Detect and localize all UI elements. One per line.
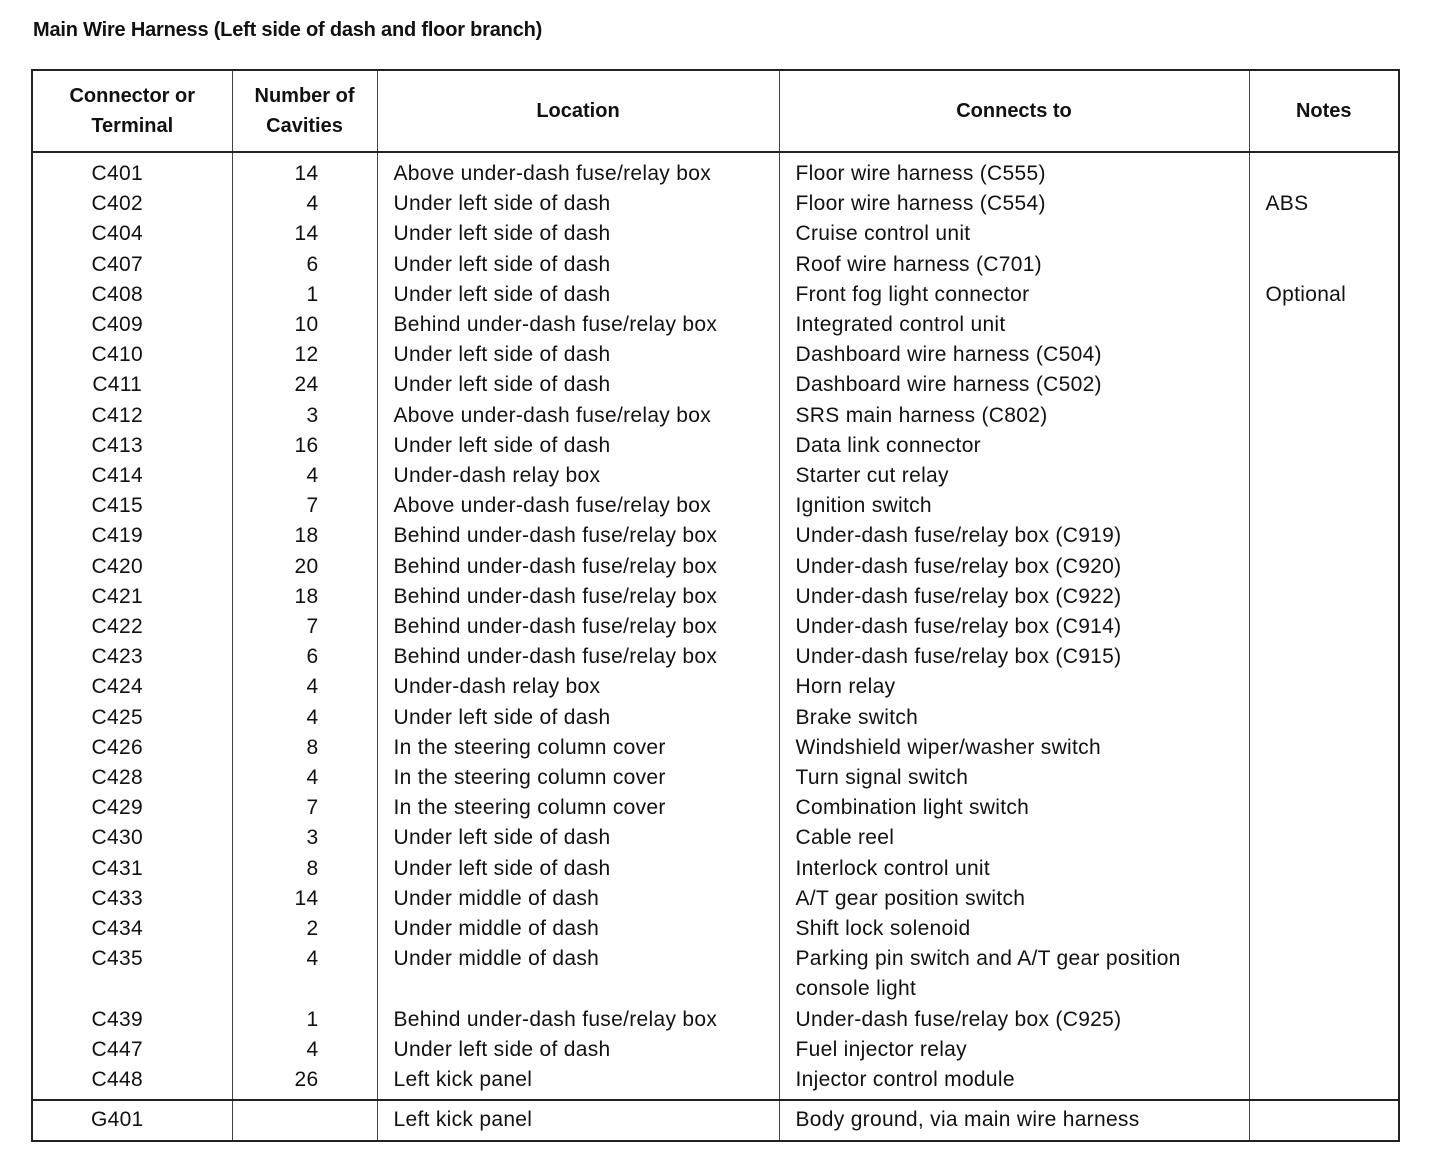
cell-connects-to: Under-dash fuse/relay box (C919) — [779, 521, 1249, 551]
table-row — [32, 370, 1399, 400]
cell-notes — [1249, 552, 1399, 582]
table-row — [32, 884, 1399, 914]
table-row — [32, 431, 1399, 461]
cell-cavities: 4 — [232, 189, 377, 219]
table-row — [32, 189, 1399, 219]
cell-connects-to: Parking pin switch and A/T gear position console light — [779, 944, 1249, 1004]
cell-location: Behind under-dash fuse/relay box — [377, 642, 779, 672]
cell-location: Under-dash relay box — [377, 461, 779, 491]
cell-connects-to: Windshield wiper/washer switch — [779, 733, 1249, 763]
cell-notes — [1249, 340, 1399, 370]
cell-connector: C434 — [32, 914, 232, 944]
cell-location: Under middle of dash — [377, 944, 779, 1004]
cell-connects-to: Dashboard wire harness (C504) — [779, 340, 1249, 370]
cell-connects-to: Under-dash fuse/relay box (C925) — [779, 1005, 1249, 1035]
cell-cavities: 6 — [232, 250, 377, 280]
cell-connector: C401 — [32, 152, 232, 189]
cell-notes: Optional — [1265, 282, 1347, 306]
cell-notes — [1249, 672, 1399, 702]
table-row — [32, 280, 1399, 310]
cell-location: Under left side of dash — [377, 250, 779, 280]
cell-cavities: 4 — [232, 944, 377, 1004]
cell-notes — [1249, 1100, 1399, 1140]
cell-notes — [1249, 461, 1399, 491]
cell-connector: C425 — [32, 703, 232, 733]
cell-connects-to: Injector control module — [779, 1065, 1249, 1100]
header-connector: Connector or Terminal — [32, 70, 232, 152]
cell-connector: C426 — [32, 733, 232, 763]
table-row — [32, 733, 1399, 763]
table-row — [32, 672, 1399, 702]
cell-connector: C422 — [32, 612, 232, 642]
cell-connector: C423 — [32, 642, 232, 672]
cell-connector: G401 — [32, 1100, 232, 1140]
table-row — [32, 793, 1399, 823]
cell-connector: C421 — [32, 582, 232, 612]
cell-notes — [1249, 944, 1399, 1004]
cell-connector: C431 — [32, 854, 232, 884]
cell-notes — [1249, 642, 1399, 672]
cell-connects-to: Interlock control unit — [779, 854, 1249, 884]
cell-connector: C410 — [32, 340, 232, 370]
table-row — [32, 552, 1399, 582]
cell-connector: C409 — [32, 310, 232, 340]
table-row — [32, 250, 1399, 280]
cell-cavities: 18 — [232, 521, 377, 551]
cell-location: Under left side of dash — [377, 219, 779, 249]
table-row — [32, 219, 1399, 249]
cell-cavities: 10 — [232, 310, 377, 340]
cell-connector: C411 — [32, 370, 232, 400]
cell-cavities: 4 — [232, 763, 377, 793]
cell-notes — [1249, 612, 1399, 642]
cell-cavities: 1 — [232, 280, 377, 310]
table-row — [32, 1065, 1399, 1100]
cell-connects-to: Combination light switch — [779, 793, 1249, 823]
cell-cavities: 3 — [232, 823, 377, 853]
table-row — [32, 703, 1399, 733]
cell-location: Left kick panel — [377, 1100, 779, 1140]
cell-notes — [1249, 1035, 1399, 1065]
table-row — [32, 461, 1399, 491]
cell-notes — [1249, 854, 1399, 884]
cell-connector: C447 — [32, 1035, 232, 1065]
cell-connects-to: Body ground, via main wire harness — [779, 1100, 1249, 1140]
cell-cavities: 4 — [232, 703, 377, 733]
cell-cavities: 14 — [232, 219, 377, 249]
cell-connects-to: Cruise control unit — [779, 219, 1249, 249]
table-row — [32, 823, 1399, 853]
cell-cavities: 7 — [232, 491, 377, 521]
cell-connects-to: Under-dash fuse/relay box (C922) — [779, 582, 1249, 612]
cell-location: Under middle of dash — [377, 914, 779, 944]
cell-connector: C420 — [32, 552, 232, 582]
cell-connects-to: Front fog light connector — [779, 280, 1249, 310]
cell-location: Under left side of dash — [377, 703, 779, 733]
cell-connects-to: Fuel injector relay — [779, 1035, 1249, 1065]
cell-location: Behind under-dash fuse/relay box — [377, 612, 779, 642]
cell-location: Under left side of dash — [377, 370, 779, 400]
cell-connects-to: Data link connector — [779, 431, 1249, 461]
cell-notes — [1249, 219, 1399, 249]
ground-row — [32, 1100, 1399, 1140]
cell-location: Behind under-dash fuse/relay box — [377, 521, 779, 551]
table-row — [32, 1035, 1399, 1065]
table-row — [32, 944, 1399, 1004]
cell-location: Above under-dash fuse/relay box — [377, 401, 779, 431]
table-row — [32, 763, 1399, 793]
cell-notes — [1249, 733, 1399, 763]
cell-connector: C404 — [32, 219, 232, 249]
cell-connector: C413 — [32, 431, 232, 461]
cell-connector: C415 — [32, 491, 232, 521]
cell-cavities: 12 — [232, 340, 377, 370]
cell-connector: C408 — [32, 280, 232, 310]
cell-connects-to: A/T gear position switch — [779, 884, 1249, 914]
table-row — [32, 401, 1399, 431]
cell-cavities: 7 — [232, 793, 377, 823]
cell-connector: C412 — [32, 401, 232, 431]
cell-connects-to: Cable reel — [779, 823, 1249, 853]
cell-connects-to: Brake switch — [779, 703, 1249, 733]
cell-notes — [1249, 823, 1399, 853]
cell-location: Behind under-dash fuse/relay box — [377, 1005, 779, 1035]
table-row — [32, 914, 1399, 944]
cell-connector: C407 — [32, 250, 232, 280]
cell-notes — [1249, 250, 1399, 280]
page-title: Main Wire Harness (Left side of dash and floor branch) — [33, 19, 543, 41]
cell-location: Under left side of dash — [377, 1035, 779, 1065]
cell-notes — [1249, 152, 1399, 189]
cell-connector: C433 — [32, 884, 232, 914]
cell-connector: C448 — [32, 1065, 232, 1100]
cell-location: Under left side of dash — [377, 854, 779, 884]
cell-connects-to: Horn relay — [779, 672, 1249, 702]
table-row — [32, 491, 1399, 521]
cell-notes — [1249, 521, 1399, 551]
cell-cavities: 3 — [232, 401, 377, 431]
cell-connector: C429 — [32, 793, 232, 823]
cell-notes: ABS — [1265, 192, 1309, 216]
cell-cavities: 2 — [232, 914, 377, 944]
table-row — [32, 310, 1399, 340]
cell-connects-to: SRS main harness (C802) — [779, 401, 1249, 431]
cell-cavities: 7 — [232, 612, 377, 642]
ground-rows — [32, 1100, 1399, 1140]
cell-connects-to: Starter cut relay — [779, 461, 1249, 491]
table-row — [32, 854, 1399, 884]
cell-cavities: 14 — [232, 884, 377, 914]
cell-connects-to: Ignition switch — [779, 491, 1249, 521]
header-row — [32, 70, 1399, 152]
cell-notes — [1249, 1005, 1399, 1035]
header-location: Location — [377, 70, 779, 152]
cell-location: In the steering column cover — [377, 733, 779, 763]
cell-location: Under middle of dash — [377, 884, 779, 914]
cell-notes — [1249, 793, 1399, 823]
cell-location: Under left side of dash — [377, 431, 779, 461]
cell-location: Under left side of dash — [377, 340, 779, 370]
cell-connects-to: Floor wire harness (C555) — [779, 152, 1249, 189]
cell-notes — [1249, 763, 1399, 793]
cell-notes — [1249, 582, 1399, 612]
cell-location: Under left side of dash — [377, 823, 779, 853]
cell-connects-to: Under-dash fuse/relay box (C915) — [779, 642, 1249, 672]
cell-notes — [1249, 431, 1399, 461]
cell-connector: C402 — [32, 189, 232, 219]
cell-cavities: 4 — [232, 672, 377, 702]
cell-notes — [1249, 914, 1399, 944]
cell-cavities: 24 — [232, 370, 377, 400]
cell-connects-to: Turn signal switch — [779, 763, 1249, 793]
cell-connects-to: Shift lock solenoid — [779, 914, 1249, 944]
cell-notes — [1249, 310, 1399, 340]
cell-connector: C428 — [32, 763, 232, 793]
cell-notes — [1249, 703, 1399, 733]
cell-cavities — [232, 1100, 377, 1140]
cell-cavities: 4 — [232, 461, 377, 491]
table-row — [32, 642, 1399, 672]
cell-location: Left kick panel — [377, 1065, 779, 1100]
cell-notes — [1249, 1065, 1399, 1100]
cell-location: Behind under-dash fuse/relay box — [377, 552, 779, 582]
cell-location: Behind under-dash fuse/relay box — [377, 310, 779, 340]
table-row — [32, 1005, 1399, 1035]
table-row — [32, 612, 1399, 642]
cell-cavities: 18 — [232, 582, 377, 612]
cell-location: Under left side of dash — [377, 280, 779, 310]
cell-notes — [1249, 370, 1399, 400]
header-connects-to: Connects to — [779, 70, 1249, 152]
cell-location: In the steering column cover — [377, 763, 779, 793]
cell-cavities: 8 — [232, 733, 377, 763]
cell-connects-to: Floor wire harness (C554) — [779, 189, 1249, 219]
harness-table — [31, 69, 1400, 1142]
header-cavities: Number of Cavities — [232, 70, 377, 152]
cell-connector: C414 — [32, 461, 232, 491]
cell-location: Under left side of dash — [377, 189, 779, 219]
cell-location: In the steering column cover — [377, 793, 779, 823]
connector-rows — [32, 152, 1399, 1100]
header-notes: Notes — [1249, 70, 1399, 152]
cell-connects-to: Dashboard wire harness (C502) — [779, 370, 1249, 400]
table-row — [32, 582, 1399, 612]
cell-cavities: 20 — [232, 552, 377, 582]
table-row — [32, 152, 1399, 189]
cell-connector: C435 — [32, 944, 232, 1004]
cell-connector: C424 — [32, 672, 232, 702]
cell-cavities: 8 — [232, 854, 377, 884]
cell-connector: C419 — [32, 521, 232, 551]
cell-location: Above under-dash fuse/relay box — [377, 491, 779, 521]
cell-cavities: 4 — [232, 1035, 377, 1065]
cell-notes — [1249, 491, 1399, 521]
cell-connects-to: Integrated control unit — [779, 310, 1249, 340]
cell-connector: C430 — [32, 823, 232, 853]
cell-notes — [1249, 884, 1399, 914]
cell-location: Behind under-dash fuse/relay box — [377, 582, 779, 612]
cell-cavities: 26 — [232, 1065, 377, 1100]
table-row — [32, 340, 1399, 370]
cell-cavities: 14 — [232, 152, 377, 189]
cell-connects-to: Under-dash fuse/relay box (C920) — [779, 552, 1249, 582]
cell-cavities: 1 — [232, 1005, 377, 1035]
cell-location: Above under-dash fuse/relay box — [377, 152, 779, 189]
cell-connects-to: Roof wire harness (C701) — [779, 250, 1249, 280]
cell-notes — [1249, 401, 1399, 431]
table-row — [32, 521, 1399, 551]
cell-connects-to: Under-dash fuse/relay box (C914) — [779, 612, 1249, 642]
cell-location: Under-dash relay box — [377, 672, 779, 702]
cell-connector: C439 — [32, 1005, 232, 1035]
cell-cavities: 16 — [232, 431, 377, 461]
cell-cavities: 6 — [232, 642, 377, 672]
